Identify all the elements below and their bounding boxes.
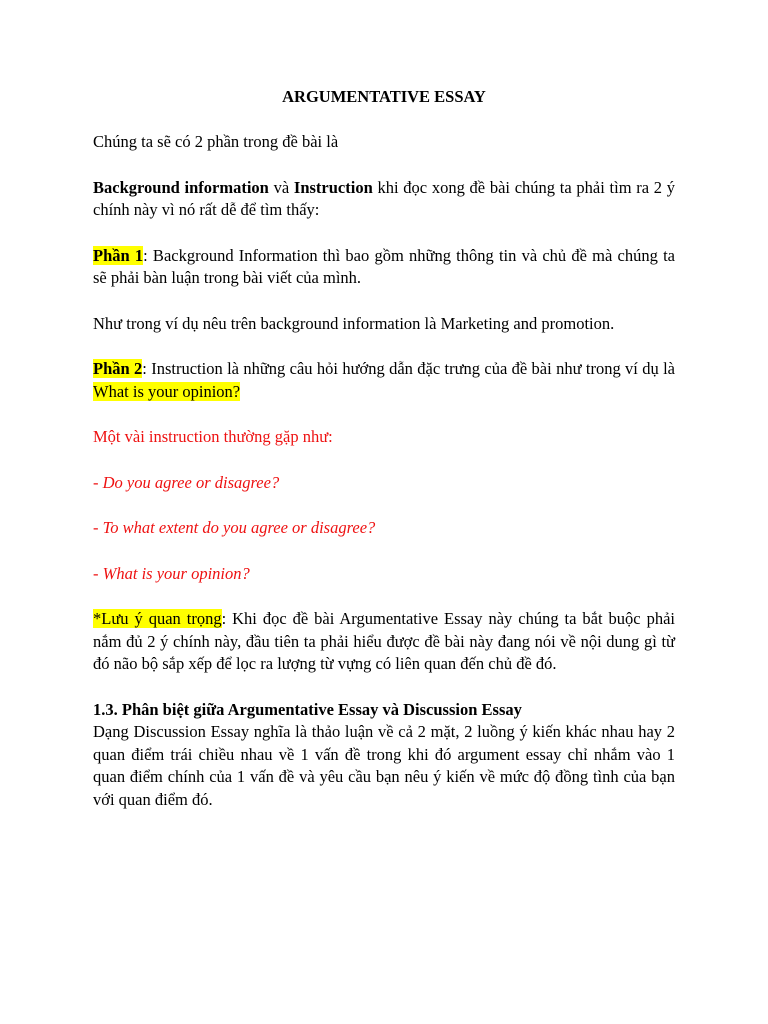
important-note-label: *Lưu ý quan trọng xyxy=(93,609,222,628)
instruction-item: - Do you agree or disagree? xyxy=(93,472,280,492)
intro-paragraph: Chúng ta sẽ có 2 phần trong đề bài là xyxy=(93,132,339,151)
instruction-item: - What is your opinion? xyxy=(93,563,250,583)
document-body xyxy=(93,86,675,834)
section-heading: 1.3. Phân biệt giữa Argumentative Essay và Discussion Essay xyxy=(93,699,522,719)
example-background-paragraph: Như trong ví dụ nêu trên background information là Marketing and promotion. xyxy=(93,313,615,333)
term-instruction: Instruction xyxy=(293,177,373,197)
part2-text: : Instruction là những câu hỏi hướng dẫn đặc trưng của đề bài như trong ví dụ là xyxy=(142,359,675,378)
part2-label: Phần 2 xyxy=(93,359,143,378)
part1-label: Phần 1 xyxy=(93,245,144,265)
part1-paragraph xyxy=(93,245,675,290)
background-instruction-text: khi đọc xong đề bài chúng ta phải tìm ra 2 ý chính này vì nó rất dễ để tìm thấy: xyxy=(93,177,676,219)
part1-text: : Background Information thì bao gồm những thông tin và chủ đề mà chúng ta sẽ phải bàn luận trong bài viết của mình. xyxy=(93,245,675,287)
conjunction: và xyxy=(268,177,294,197)
instructions-heading: Một vài instruction thường gặp như: xyxy=(93,427,333,446)
part2-highlight: What is your opinion? xyxy=(93,381,241,401)
background-instruction-paragraph xyxy=(93,177,675,222)
part2-paragraph xyxy=(93,358,675,403)
term-background-information: Background information xyxy=(93,177,269,197)
document-title: ARGUMENTATIVE ESSAY xyxy=(282,87,486,106)
important-note-paragraph xyxy=(93,608,675,676)
instruction-item: - To what extent do you agree or disagree? xyxy=(93,518,376,537)
section-body: Dạng Discussion Essay nghĩa là thảo luận về cả 2 mặt, 2 luồng ý kiến khác nhau hay 2 quan điểm trái chiều nhau về 1 vấn đề trong khi đó argument essay chỉ nhắm vào 1 quan điểm chính của 1 vấn đề và yêu cầu bạn nêu ý kiến về mức độ đồng tình của bạn với quan điểm đó. xyxy=(93,722,675,809)
important-note-text: : Khi đọc đề bài Argumentative Essay này chúng ta bắt buộc phải nắm đủ 2 ý chính này, đầu tiên ta phải hiểu được đề bài này đang nói về nội dung gì từ đó não bộ sắp xếp để lọc ra lượng từ vựng có liên quan đến chủ đề đó. xyxy=(93,609,675,673)
